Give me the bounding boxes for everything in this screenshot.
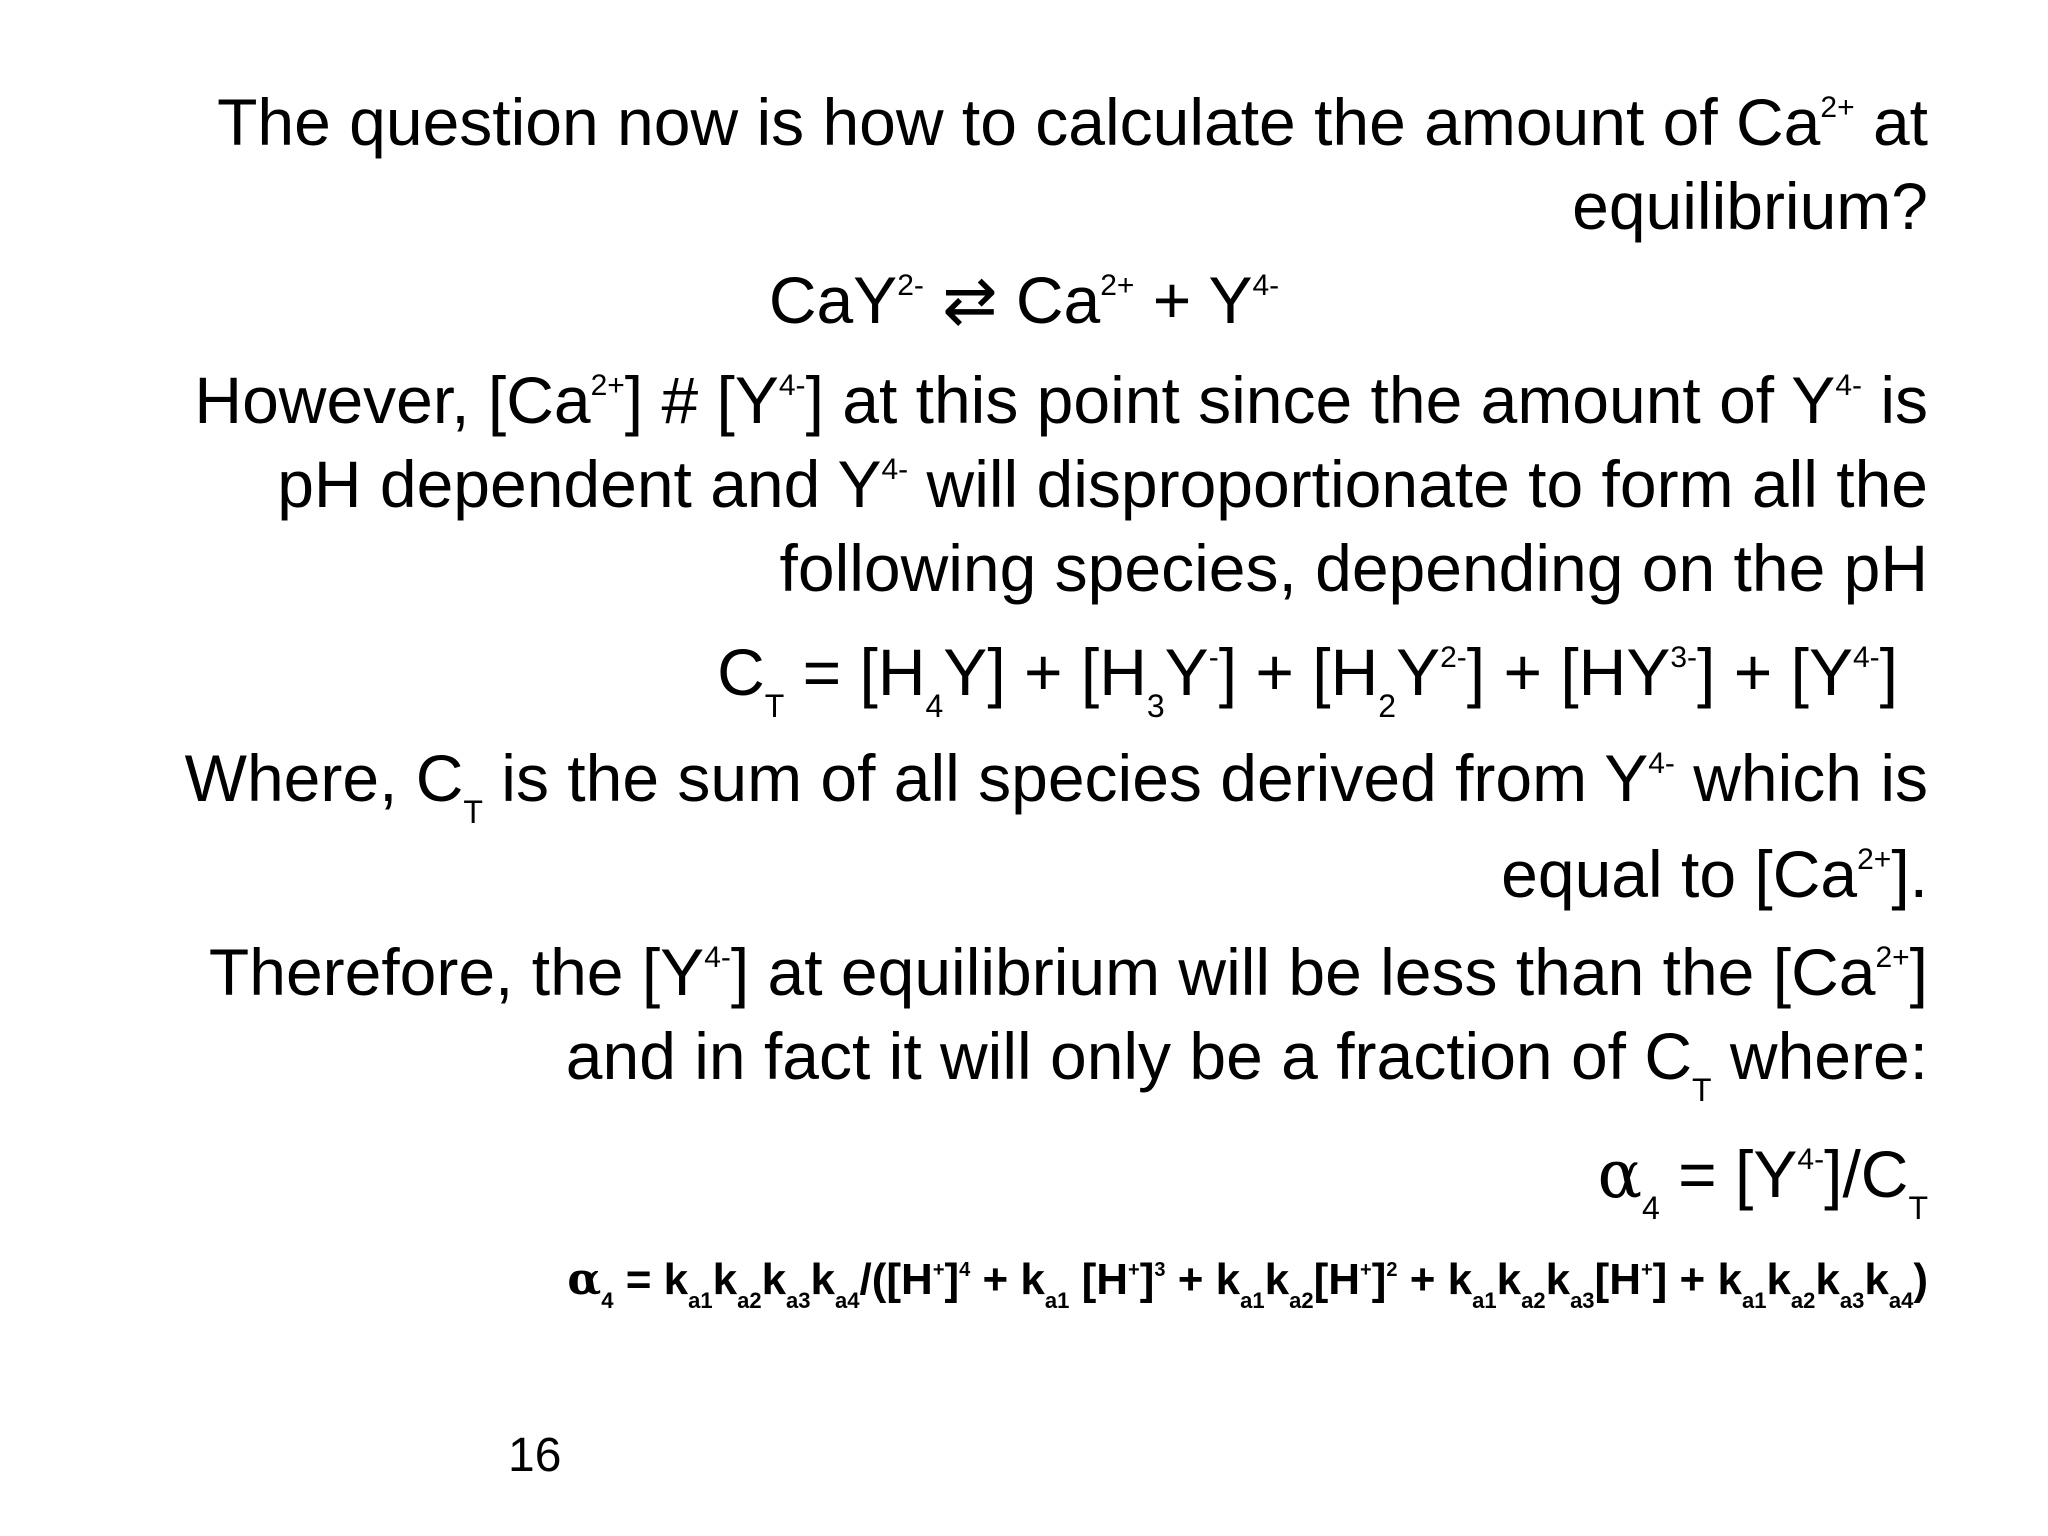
however-line-1: However, $[Ca^{2+}]$ # $[Y^{4-}]$ at this point since the amount of $Y^{4-}$ is: [194, 363, 1928, 437]
dissociation-equation: CaY$^{2-}$ ⇄ $Ca^{2+} + Y^{4-}$: [768, 263, 1280, 337]
where-paragraph: [185, 736, 1928, 916]
question-line-2: equilibrium?: [1572, 169, 1928, 243]
question-line-1: The question now is how to calculate the amount of $Ca^{2+}$ at: [217, 85, 1928, 159]
therefore-line-2: and in fact it will only be a fraction of $C_T$ where:: [565, 1019, 1928, 1108]
however-line-2: pH dependent and $Y^{4-}$ will disproportionate to form all the: [277, 447, 1928, 521]
therefore-line-1: Therefore, the $[Y^{4-}]$ at equilibrium will be less than the $[Ca^{2+}]$: [208, 935, 1928, 1009]
alpha-definition-equation: $\alpha_4 = [Y^{4-}]/C_T$: [1597, 1136, 1928, 1226]
alpha-expression-equation: $\alpha_4 = k_{a1}k_{a2}k_{a3}k_{a4}/([H^+]^4 + k_{a1}$ $[H^+]^3 + k_{a1}k_{a2}[H^+]^2 + k_{a1}k_{a2}k_{a3}[H^+] + k_{a1}k_{a2}k_{a3}k_{a4}$): [567, 1254, 1928, 1313]
total-concentration-equation: $C_T = [H_4Y] + [H_3Y^-] + [H_2Y^{2-}] + [HY^{3-}] + [Y^{4-}]$: [717, 635, 1898, 724]
page-number: 16: [508, 1429, 562, 1482]
therefore-paragraph: [208, 930, 1928, 1108]
however-line-3: following species, depending on the pH: [779, 531, 1928, 605]
where-line-1: Where, $C_T$ is the sum of all species derived from $Y^{4-}$ which is: [184, 741, 1928, 830]
however-paragraph: [194, 358, 1928, 610]
where-line-2: equal to $[Ca^{2+}]$.: [1501, 837, 1928, 911]
question-paragraph: [217, 80, 1928, 248]
